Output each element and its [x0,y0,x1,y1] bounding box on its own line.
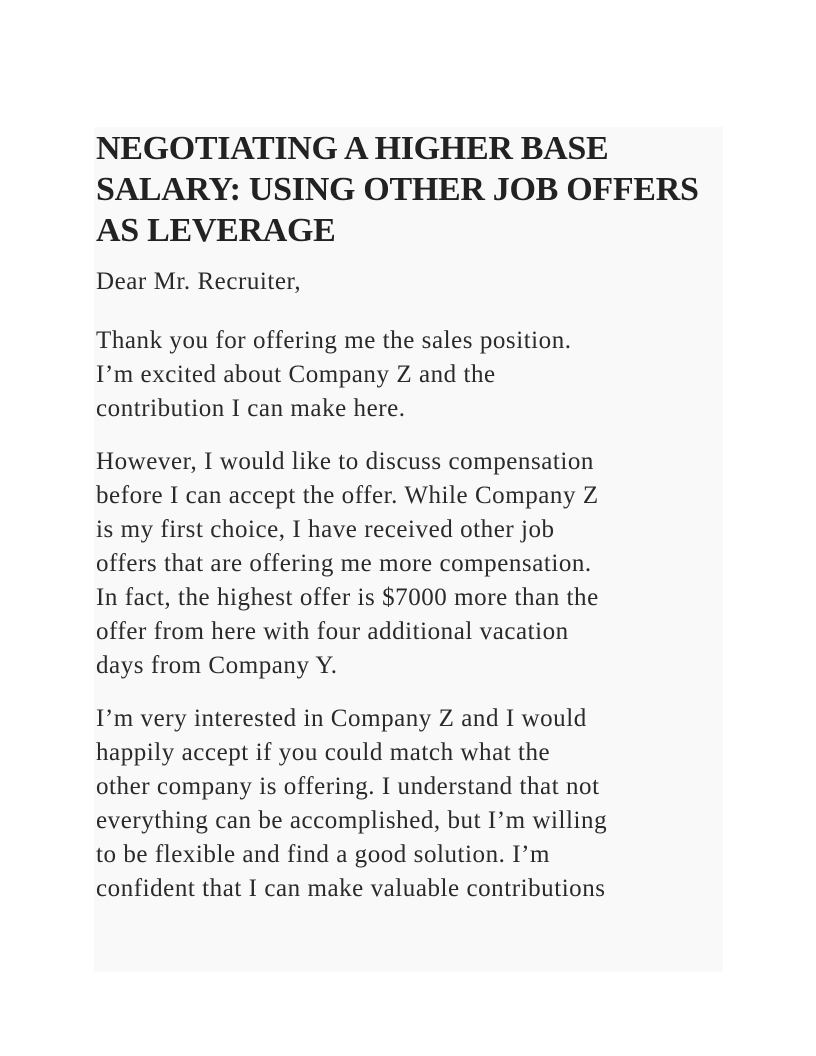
paragraph-interest: I’m very interested in Company Z and I would happily accept if you could match what the other company is offering. I understand that not everything can be accomplished, but I’m willing to be flexible and find a good solution. I’m confident that I can make valuable contributions [96,705,608,902]
letter-body [96,128,722,925]
salutation: Dear Mr. Recruiter, [96,268,302,295]
paragraph-compensation: However, I would like to discuss compensation before I can accept the offer. While Company Z is my first choice, I have received other job offers that are offering me more compensation. In fact, the highest offer is $7000 more than the offer from here with four additional vacation days from Company Y. [96,448,599,679]
paragraph-thanks: Thank you for offering me the sales position. I’m excited about Company Z and the contribution I can make here. [96,327,572,422]
document-title: NEGOTIATING A HIGHER BASE SALARY: USING OTHER JOB OFFERS AS LEVERAGE [96,130,699,249]
